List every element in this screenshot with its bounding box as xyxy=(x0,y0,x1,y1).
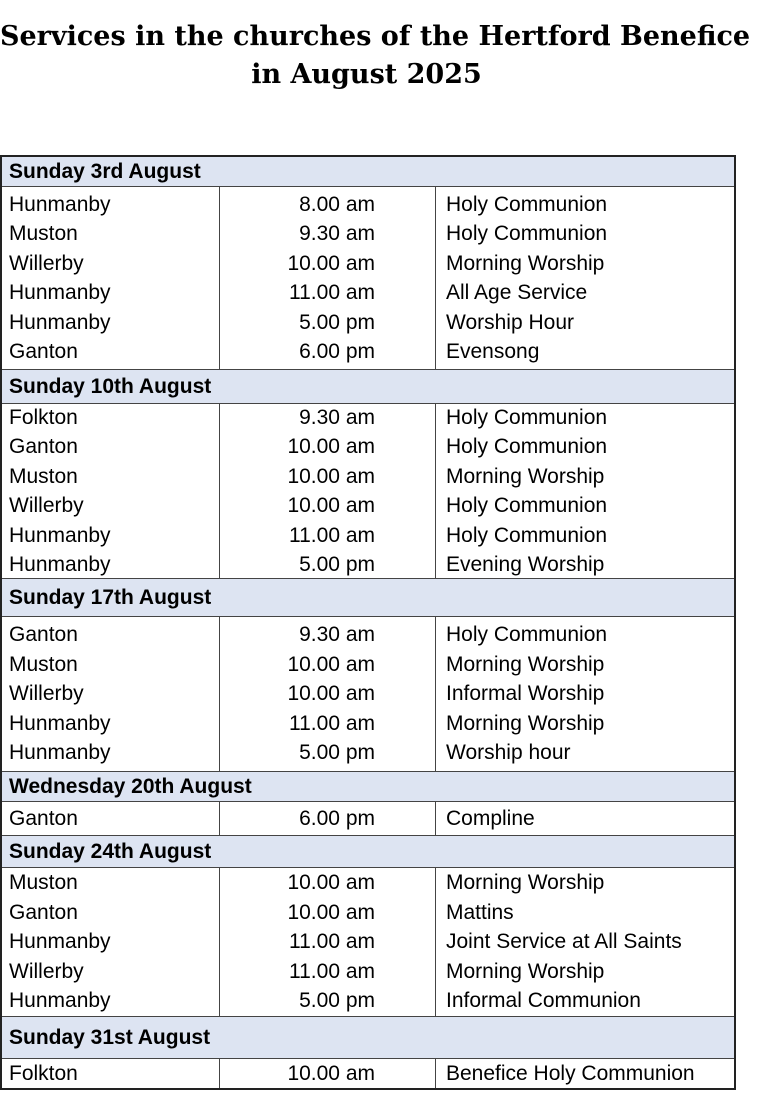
time-cell: 10.00 am xyxy=(287,464,375,488)
time-column xyxy=(220,868,436,1016)
church-cell: Muston xyxy=(9,652,78,676)
service-cell: Holy Communion xyxy=(446,405,608,429)
service-cell: Mattins xyxy=(446,900,514,924)
section-heading: Sunday 3rd August xyxy=(2,157,734,187)
section-heading: Sunday 10th August xyxy=(2,370,734,404)
time-cell: 9.30 am xyxy=(299,405,375,429)
title-line-1: Services in the churches of the Hertford Benefice xyxy=(0,21,751,52)
service-cell: Morning Worship xyxy=(446,251,605,275)
time-column xyxy=(220,1059,436,1088)
church-cell: Hunmanby xyxy=(9,310,111,334)
time-cell: 8.00 am xyxy=(299,192,375,216)
time-cell: 10.00 am xyxy=(287,682,375,706)
service-cell: Holy Communion xyxy=(446,494,608,517)
time-cell: 10.00 am xyxy=(287,871,375,895)
service-cell: Informal Worship xyxy=(446,682,605,706)
time-column xyxy=(220,187,436,369)
time-cell: 9.30 am xyxy=(299,222,375,245)
service-cell: Morning Worship xyxy=(446,959,605,983)
church-column xyxy=(2,404,220,578)
church-cell: Ganton xyxy=(9,623,78,647)
section-rows xyxy=(2,617,734,772)
section-rows xyxy=(2,868,734,1017)
time-column xyxy=(220,802,436,835)
service-cell: Holy Communion xyxy=(446,623,608,647)
service-cell: Informal Communion xyxy=(446,989,641,1013)
time-cell: 10.00 am xyxy=(287,1061,375,1085)
page-title xyxy=(0,18,751,94)
church-cell: Ganton xyxy=(9,806,78,830)
time-column xyxy=(220,404,436,578)
time-cell: 10.00 am xyxy=(287,435,375,458)
service-cell: Holy Communion xyxy=(446,192,608,216)
church-cell: Ganton xyxy=(9,435,78,458)
time-cell: 5.00 pm xyxy=(299,741,375,765)
church-cell: Hunmanby xyxy=(9,523,111,547)
time-cell: 11.00 am xyxy=(289,523,375,547)
service-column xyxy=(436,868,734,1016)
church-cell: Muston xyxy=(9,222,78,245)
time-cell: 5.00 pm xyxy=(299,989,375,1013)
church-column xyxy=(2,802,220,835)
section-heading: Sunday 24th August xyxy=(2,836,734,868)
time-cell: 9.30 am xyxy=(299,623,375,647)
service-column xyxy=(436,187,734,369)
church-column xyxy=(2,617,220,771)
time-cell: 10.00 am xyxy=(287,900,375,924)
time-cell: 6.00 pm xyxy=(299,806,375,830)
time-cell: 6.00 pm xyxy=(299,340,375,363)
time-cell: 10.00 am xyxy=(287,652,375,676)
services-table xyxy=(0,155,736,1090)
church-column xyxy=(2,1059,220,1088)
title-line-2: in August 2025 xyxy=(251,59,482,90)
church-column xyxy=(2,187,220,369)
church-cell: Ganton xyxy=(9,340,78,363)
church-cell: Hunmanby xyxy=(9,711,111,735)
church-cell: Hunmanby xyxy=(9,741,111,765)
service-cell: Holy Communion xyxy=(446,222,608,245)
service-cell: Evensong xyxy=(446,340,540,363)
section-rows xyxy=(2,1059,734,1088)
church-cell: Hunmanby xyxy=(9,989,111,1013)
time-column xyxy=(220,617,436,771)
church-column xyxy=(2,868,220,1016)
time-cell: 11.00 am xyxy=(289,959,375,983)
service-column xyxy=(436,404,734,578)
church-cell: Muston xyxy=(9,871,78,895)
service-cell: Morning Worship xyxy=(446,652,605,676)
service-cell: Worship hour xyxy=(446,741,571,765)
church-cell: Hunmanby xyxy=(9,553,111,576)
church-cell: Willerby xyxy=(9,682,84,706)
section-rows xyxy=(2,187,734,370)
service-column xyxy=(436,802,734,835)
service-cell: Benefice Holy Communion xyxy=(446,1061,695,1085)
church-cell: Hunmanby xyxy=(9,930,111,954)
service-cell: Holy Communion xyxy=(446,435,608,458)
service-cell: All Age Service xyxy=(446,281,588,304)
time-cell: 10.00 am xyxy=(287,494,375,517)
time-cell: 5.00 pm xyxy=(299,553,375,576)
time-cell: 11.00 am xyxy=(289,930,375,954)
church-cell: Ganton xyxy=(9,900,78,924)
church-cell: Hunmanby xyxy=(9,281,111,304)
service-cell: Morning Worship xyxy=(446,871,605,895)
section-heading: Wednesday 20th August xyxy=(2,772,734,802)
section-heading: Sunday 31st August xyxy=(2,1017,734,1059)
section-rows xyxy=(2,802,734,836)
service-cell: Joint Service at All Saints xyxy=(446,930,682,954)
service-cell: Holy Communion xyxy=(446,523,608,547)
section-rows xyxy=(2,404,734,579)
service-cell: Evening Worship xyxy=(446,553,605,576)
church-cell: Hunmanby xyxy=(9,192,111,216)
service-column xyxy=(436,617,734,771)
section-heading: Sunday 17th August xyxy=(2,579,734,617)
church-cell: Willerby xyxy=(9,959,84,983)
church-cell: Folkton xyxy=(9,1061,78,1085)
time-cell: 11.00 am xyxy=(289,281,375,304)
time-cell: 10.00 am xyxy=(287,251,375,275)
church-cell: Willerby xyxy=(9,494,84,517)
service-cell: Worship Hour xyxy=(446,310,574,334)
church-cell: Willerby xyxy=(9,251,84,275)
time-cell: 11.00 am xyxy=(289,711,375,735)
service-cell: Morning Worship xyxy=(446,711,605,735)
service-cell: Morning Worship xyxy=(446,464,605,488)
time-cell: 5.00 pm xyxy=(299,310,375,334)
service-cell: Compline xyxy=(446,806,535,830)
church-cell: Folkton xyxy=(9,405,78,429)
service-column xyxy=(436,1059,734,1088)
church-cell: Muston xyxy=(9,464,78,488)
